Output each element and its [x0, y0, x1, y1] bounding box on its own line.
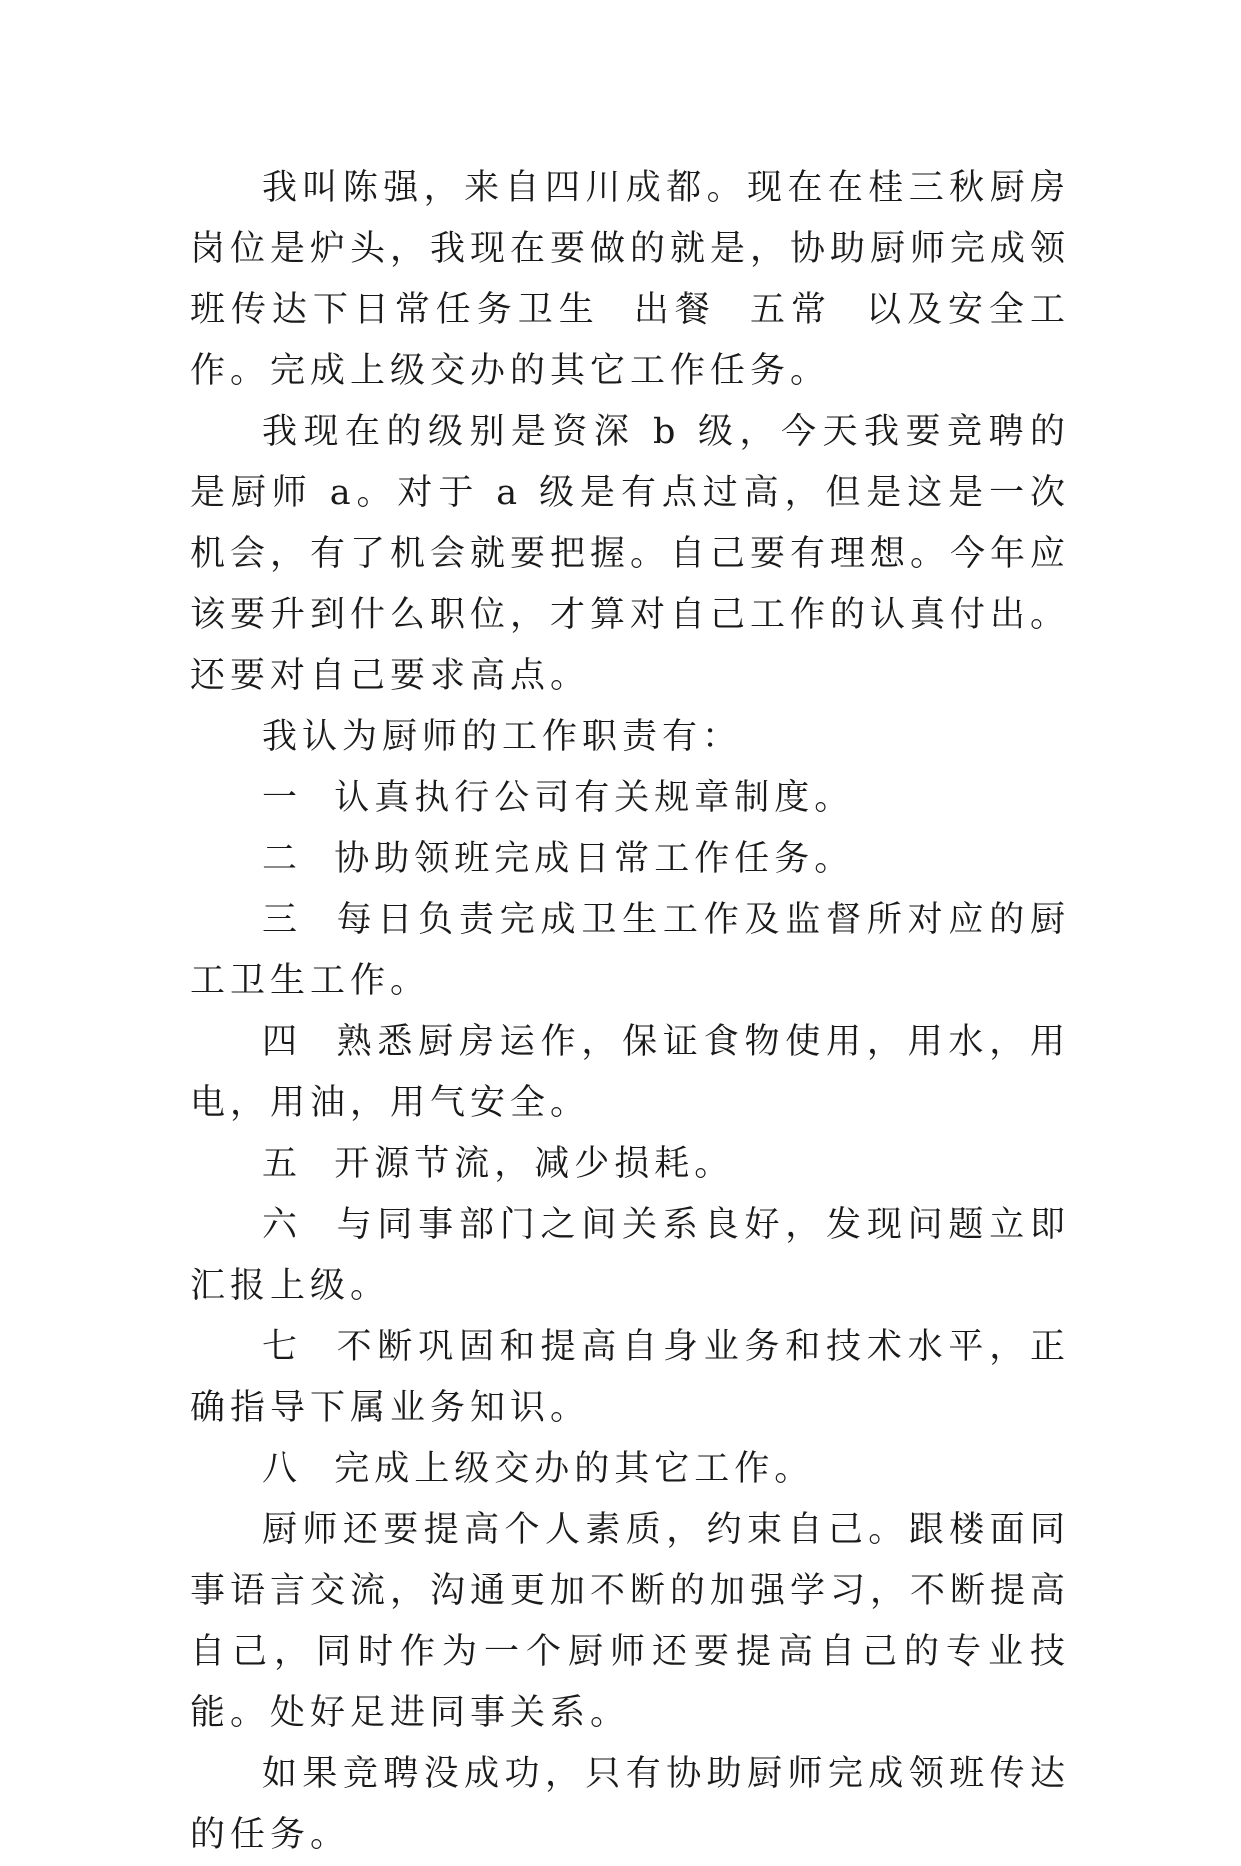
list-item-duty-3: 三 每日负责完成卫生工作及监督所对应的厨工卫生工作。 [190, 900, 1070, 1001]
paragraph-current-level: 我现在的级别是资深 b 级，今天我要竞聘的是厨师 a。对于 a 级是有点过高，但是这是一次机会，有了机会就要把握。自己要有理想。今年应该要升到什么职位，才算对自己工作的认真付出。还要对自己要求高点。 [190, 412, 1071, 696]
paragraph-duties-heading: 我认为厨师的工作职责有： [262, 717, 743, 757]
list-item-duty-7: 七 不断巩固和提高自身业务和技术水平，正确指导下属业务知识。 [190, 1327, 1070, 1428]
list-item-duty-8: 八 完成上级交办的其它工作。 [262, 1449, 815, 1489]
list-item-duty-4: 四 熟悉厨房运作，保证食物使用，用水，用电，用油，用气安全。 [190, 1022, 1070, 1123]
list-item-duty-6: 六 与同事部门之间关系良好，发现问题立即汇报上级。 [190, 1205, 1070, 1306]
list-item-duty-2: 二 协助领班完成日常工作任务。 [262, 839, 855, 879]
list-item-duty-5: 五 开源节流，减少损耗。 [262, 1144, 735, 1184]
paragraph-conclusion: 如果竞聘没成功，只有协助厨师完成领班传达的任务。 [190, 1754, 1070, 1855]
list-item-duty-1: 一 认真执行公司有关规章制度。 [262, 778, 855, 818]
document-body [190, 158, 1070, 1866]
paragraph-introduction: 我叫陈强，来自四川成都。现在在桂三秋厨房岗位是炉头，我现在要做的就是，协助厨师完成领班传达下日常任务卫生 出餐 五常 以及安全工作。完成上级交办的其它工作任务。 [190, 168, 1071, 391]
paragraph-personal-quality: 厨师还要提高个人素质，约束自己。跟楼面同事语言交流，沟通更加不断的加强学习，不断提高自己，同时作为一个厨师还要提高自己的专业技能。处好足进同事关系。 [190, 1510, 1071, 1733]
